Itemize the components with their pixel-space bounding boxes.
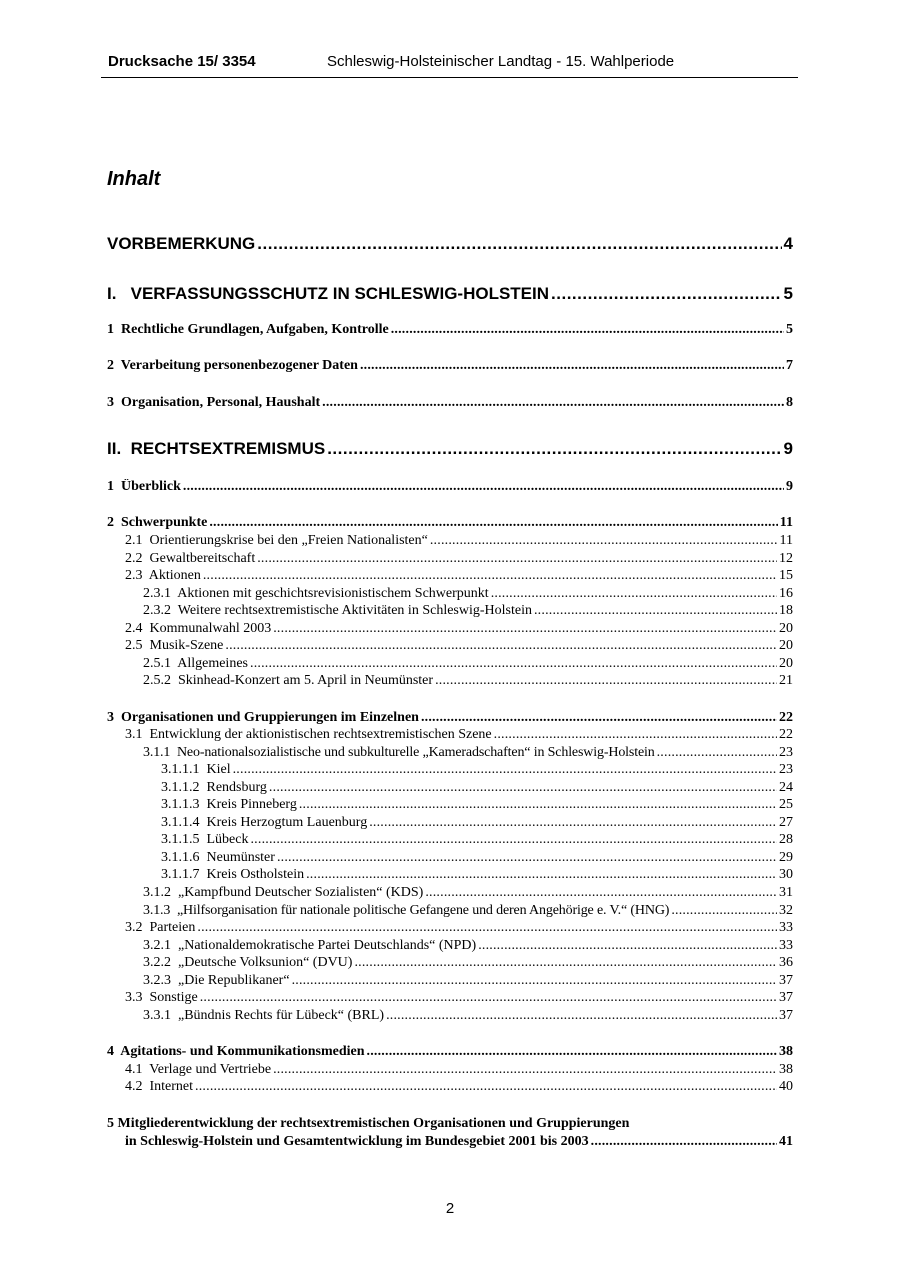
toc-entry-rechtsextremismus[interactable]: II. RECHTSEXTREMISMUS ..... 9: [107, 439, 793, 459]
toc-entry[interactable]: 3.1 Entwicklung der aktionistischen rechtsextremistischen Szene ..... 22: [125, 727, 793, 743]
toc-entry[interactable]: 2.5 Musik-Szene ..... 20: [125, 638, 793, 654]
toc-entry[interactable]: 2.3 Aktionen ..... 15: [125, 568, 793, 584]
toc-entry[interactable]: 3 Organisation, Personal, Haushalt ..... 8: [107, 395, 793, 411]
toc-title: Inhalt: [107, 168, 161, 190]
toc-entry[interactable]: 2.2 Gewaltbereitschaft ..... 12: [125, 551, 793, 567]
toc-entry[interactable]: 2.1 Orientierungskrise bei den „Freien Nationalisten“ ..... 11: [125, 533, 793, 549]
toc-entry[interactable]: 3.1.1.2 Rendsburg ..... 24: [161, 780, 793, 796]
toc-entry[interactable]: 3.2 Parteien ..... 33: [125, 920, 793, 936]
toc-entry[interactable]: 3.1.1.3 Kreis Pinneberg ..... 25: [161, 797, 793, 813]
toc-entry[interactable]: 2.3.2 Weitere rechtsextremistische Aktivitäten in Schleswig-Holstein ..... 18: [143, 603, 793, 619]
toc-entry[interactable]: 1 Überblick ..... 9: [107, 479, 793, 495]
toc-entry[interactable]: 3.2.2 „Deutsche Volksunion“ (DVU) ..... 36: [143, 955, 793, 971]
toc-entry[interactable]: 3.2.1 „Nationaldemokratische Partei Deutschlands“ (NPD) ..... 33: [143, 938, 793, 954]
toc-entry[interactable]: 3.1.1.1 Kiel ..... 23: [161, 762, 793, 778]
toc-entry[interactable]: 2 Verarbeitung personenbezogener Daten ..... 7: [107, 358, 793, 374]
toc-entry[interactable]: 3.1.1.6 Neumünster ..... 29: [161, 850, 793, 866]
page-number: 2: [445, 1200, 455, 1217]
toc-entry[interactable]: 3.2.3 „Die Republikaner“ ..... 37: [143, 973, 793, 989]
toc-entry[interactable]: 3.3.1 „Bündnis Rechts für Lübeck“ (BRL) ..... 37: [143, 1008, 793, 1024]
toc-entry[interactable]: 4 Agitations- und Kommunikationsmedien ..... 38: [107, 1044, 793, 1060]
toc-entry-verfassungsschutz[interactable]: I. VERFASSUNGSSCHUTZ IN SCHLESWIG-HOLSTEIN ..... 5: [107, 284, 793, 304]
toc-entry[interactable]: 3.1.1.4 Kreis Herzogtum Lauenburg ..... 27: [161, 815, 793, 831]
page-header: [101, 52, 798, 78]
toc-entry[interactable]: 3.3 Sonstige ..... 37: [125, 990, 793, 1006]
toc-entry-vorbemerkung[interactable]: VORBEMERKUNG ..... 4: [107, 234, 793, 254]
toc-entry[interactable]: 2.5.2 Skinhead-Konzert am 5. April in Neumünster ..... 21: [143, 673, 793, 689]
toc-entry[interactable]: 2.5.1 Allgemeines ..... 20: [143, 656, 793, 672]
toc-entry[interactable]: in Schleswig-Holstein und Gesamtentwicklung im Bundesgebiet 2001 bis 2003 ..... 41: [125, 1134, 793, 1150]
toc-entry[interactable]: 4.2 Internet ..... 40: [125, 1079, 793, 1095]
toc-entry[interactable]: 3.1.3 „Hilfsorganisation für nationale politische Gefangene und deren Angehörige e. V.“ (HNG) ..... 32: [143, 903, 793, 919]
toc-entry[interactable]: 2.3.1 Aktionen mit geschichtsrevisionistischem Schwerpunkt ..... 16: [143, 586, 793, 602]
document-number: Drucksache 15/ 3354: [108, 53, 256, 70]
toc-entry[interactable]: 3.1.2 „Kampfbund Deutscher Sozialisten“ (KDS) ..... 31: [143, 885, 793, 901]
toc-entry[interactable]: 4.1 Verlage und Vertriebe ..... 38: [125, 1062, 793, 1078]
toc-entry-heading-line1[interactable]: 5 Mitgliederentwicklung der rechtsextremistischen Organisationen und Gruppierungen: [107, 1116, 630, 1131]
toc-entry[interactable]: 1 Rechtliche Grundlagen, Aufgaben, Kontrolle ..... 5: [107, 322, 793, 338]
toc-entry[interactable]: 3 Organisationen und Gruppierungen im Einzelnen ..... 22: [107, 710, 793, 726]
parliament-title: Schleswig-Holsteinischer Landtag - 15. Wahlperiode: [327, 53, 675, 70]
toc-entry[interactable]: 3.1.1 Neo-nationalsozialistische und subkulturelle „Kameradschaften“ in Schleswig-Holstein ..... 23: [143, 745, 793, 761]
toc-entry[interactable]: 3.1.1.7 Kreis Ostholstein ..... 30: [161, 867, 793, 883]
toc-entry[interactable]: 3.1.1.5 Lübeck ..... 28: [161, 832, 793, 848]
toc-entry[interactable]: 2.4 Kommunalwahl 2003 ..... 20: [125, 621, 793, 637]
toc-entry[interactable]: 2 Schwerpunkte ..... 11: [107, 515, 793, 531]
